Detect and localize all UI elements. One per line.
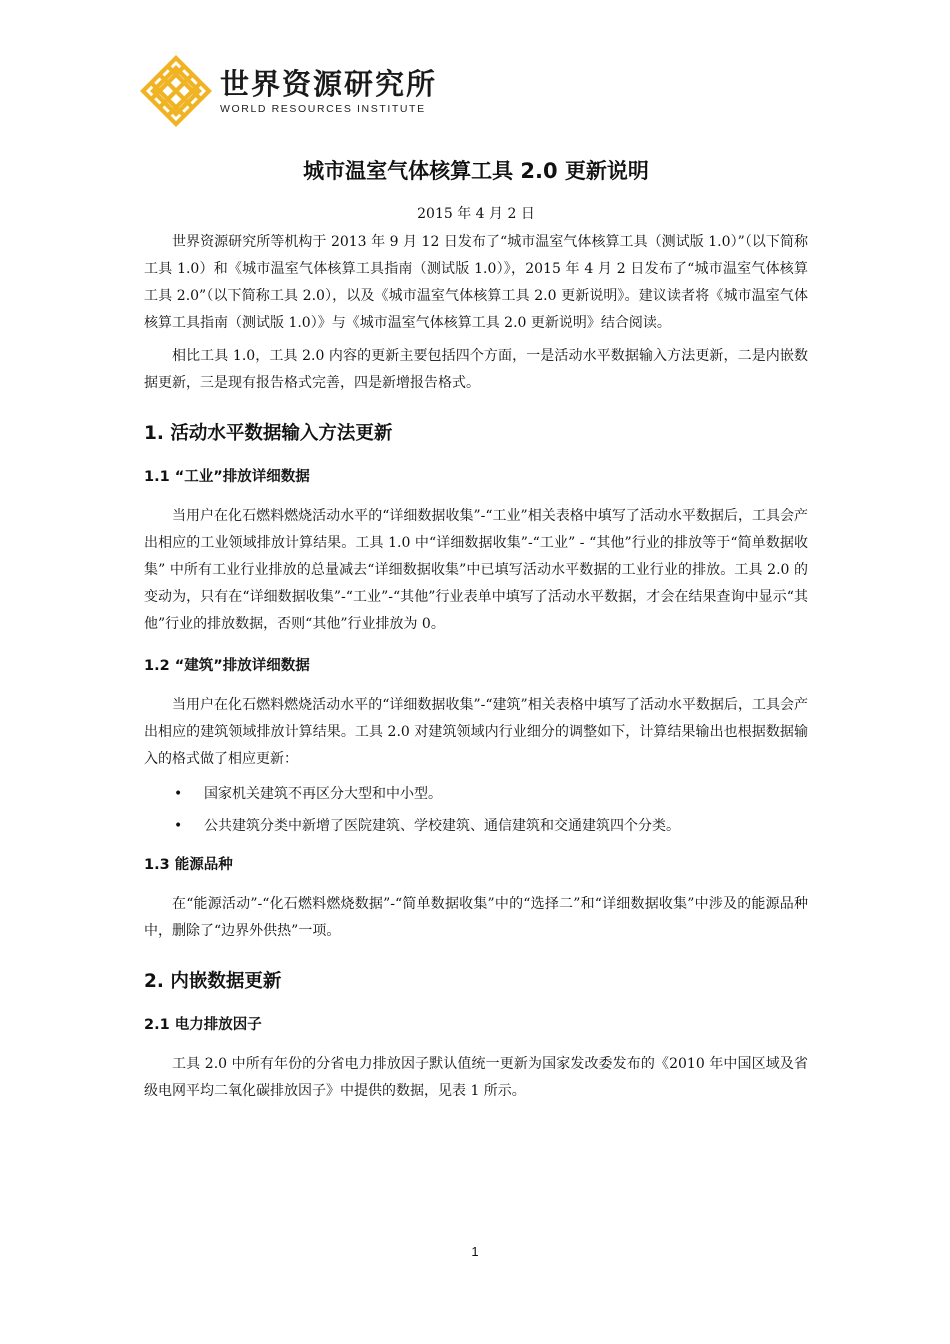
section-1-1-heading: 1.1 “工业”排放详细数据 [144,469,310,485]
section-1-2-text: 当用户在化石燃料燃烧活动水平的“详细数据收集”-“建筑”相关表格中填写了活动水平数据后，工具会产出相应的建筑领域排放计算结果。工具 2.0 对建筑领域内行业细分的调整如下，计算结果输出也根据数据输入的格式做了相应更新： [144,697,808,767]
section-2-1-heading: 2.1 电力排放因子 [144,1017,262,1033]
wri-logo [140,55,437,127]
intro-paragraph-2: 相比工具 1.0，工具 2.0 内容的更新主要包括四个方面，一是活动水平数据输入方法更新，二是内嵌数据更新，三是现有报告格式完善，四是新增报告格式。 [144,348,808,391]
logo-english-name: WORLD RESOURCES INSTITUTE [220,103,426,115]
document-body [144,155,808,1105]
section-1-2-heading: 1.2 “建筑”排放详细数据 [144,658,310,674]
section-2-1-text: 工具 2.0 中所有年份的分省电力排放因子默认值统一更新为国家发改委发布的《2010 年中国区域及省级电网平均二氧化碳排放因子》中提供的数据，见表 1 所示。 [144,1056,808,1099]
page-number: 1 [471,1244,479,1259]
wri-knot-icon [140,55,212,127]
bullet-icon: • [174,786,183,802]
logo-chinese-name: 世界资源研究所 [220,67,438,101]
section-1-3-text: 在“能源活动”-“化石燃料燃烧数据”-“简单数据收集”中的“选择二”和“详细数据收集”中涉及的能源品种中，删除了“边界外供热”一项。 [144,896,808,939]
document-date: 2015 年 4 月 2 日 [417,206,535,222]
list-item-text: 国家机关建筑不再区分大型和中小型。 [204,786,442,802]
list-item [144,815,808,837]
intro-paragraph-1: 世界资源研究所等机构于 2013 年 9 月 12 日发布了“城市温室气体核算工具（测试版 1.0）”（以下简称工具 1.0）和《城市温室气体核算工具指南（测试版 1.0）》，2015 年 4 月 2 日发布了“城市温室气体核算工具 2.0”（以下简称工具 2.0），以及《城市温室气体核算工具 2.0 更新说明》。建议读者将《城市温室气体核算工具指南（测试版 1.0）》与《城市温室气体核算工具 2.0 更新说明》结合阅读。 [144,234,808,331]
document-title: 城市温室气体核算工具 2.0 更新说明 [303,159,649,183]
list-item-text: 公共建筑分类中新增了医院建筑、学校建筑、通信建筑和交通建筑四个分类。 [204,818,680,834]
section-1-1-text: 当用户在化石燃料燃烧活动水平的“详细数据收集”-“工业”相关表格中填写了活动水平数据后，工具会产出相应的工业领域排放计算结果。工具 1.0 中“详细数据收集”-“工业” - “其他”行业的排放等于“简单数据收集” 中所有工业行业排放的总量减去“详细数据收集”中已填写活动水平数据的工业行业的排放。工具 2.0 的变动为，只有在“详细数据收集”-“工业”-“其他”行业表单中填写了活动水平数据，才会在结果查询中显示“其他”行业的排放数据，否则“其他”行业排放为 0。 [144,508,808,632]
list-item [144,783,808,805]
section-2-heading: 2. 内嵌数据更新 [144,971,282,992]
section-1-2-bullet-list [144,783,808,837]
bullet-icon: • [174,818,183,834]
section-1-heading: 1. 活动水平数据输入方法更新 [144,423,393,444]
section-1-3-heading: 1.3 能源品种 [144,857,233,873]
